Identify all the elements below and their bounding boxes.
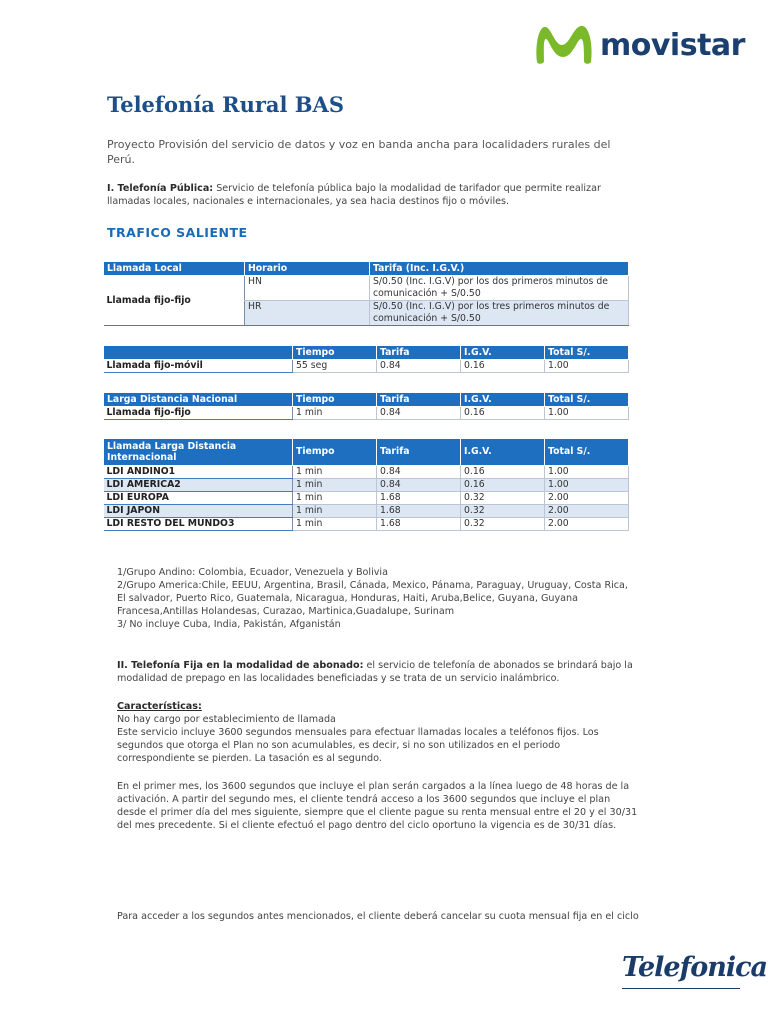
igv-cell: 0.16: [461, 360, 545, 373]
total-cell: 2.00: [545, 492, 629, 505]
table-header-row: [104, 262, 629, 276]
activation-paragraph: En el primer mes, los 3600 segundos que incluye el plan serán cargados a la línea luego de 48 horas de la activación. A partir del segundo mes, el cliente tendrá acceso a los 3600 segundos que incluye el plan desde el primer día del mes siguiente, siempre que el cliente pague su renta mensual entre el 20 y el 30/31 del mes precedente. Si el cliente efectuó el pago dentro del ciclo oportuno la vigencia es de 30/31 días.: [117, 781, 638, 831]
table-header-cell: Llamada Larga Distancia Internacional: [104, 439, 293, 466]
movistar-wordmark: movistar: [600, 27, 745, 63]
table-row: [104, 479, 629, 492]
caracteristicas-block: [117, 700, 639, 765]
table-header-cell: Tarifa: [377, 439, 461, 466]
section2-label: II. Telefonía Fija en la modalidad de abonado:: [117, 660, 364, 671]
telefonica-wordmark: Telefonica: [622, 952, 768, 983]
igv-cell: 0.16: [461, 466, 545, 479]
igv-cell: 0.16: [461, 479, 545, 492]
table-header-row: [104, 393, 629, 407]
row-label: LDI RESTO DEL MUNDO3: [104, 518, 293, 531]
section1-text: Servicio de telefonía pública bajo la modalidad de tarifador que permite realizar llamadas locales, nacionales e internacionales, ya sea hacia destinos fijo o móviles.: [107, 183, 601, 207]
row-label: LDI AMERICA2: [104, 479, 293, 492]
table-row: [104, 492, 629, 505]
table-header-cell: Tiempo: [293, 346, 377, 360]
table-row: [104, 518, 629, 531]
row-label: LDI EUROPA: [104, 492, 293, 505]
tarifa-cell: 1.68: [377, 492, 461, 505]
telefonica-logo: [622, 952, 767, 983]
page-title: Telefonía Rural BAS: [107, 92, 345, 117]
igv-cell: 0.32: [461, 505, 545, 518]
igv-cell: 0.32: [461, 492, 545, 505]
section2-paragraph: [117, 659, 637, 685]
tarifa-cell: 0.84: [377, 479, 461, 492]
caracteristicas-line: No hay cargo por establecimiento de llamada: [117, 714, 336, 725]
row-label: Llamada fijo-fijo: [104, 276, 245, 326]
table-header-cell: Llamada Local: [104, 262, 245, 276]
table-header-cell: Tarifa (Inc. I.G.V.): [370, 262, 629, 276]
igv-cell: 0.32: [461, 518, 545, 531]
table-header-cell: Horario: [245, 262, 370, 276]
table-header-row: [104, 346, 629, 360]
total-cell: 1.00: [545, 407, 629, 420]
caracteristicas-line: Este servicio incluye 3600 segundos mensuales para efectuar llamadas locales a teléfonos fijos. Los segundos que otorga el Plan no son acumulables, es decir, si no son utilizados en el periodo correspondiente se pierden. La tasación es al segundo.: [117, 727, 599, 764]
horario-cell: HN: [245, 276, 370, 301]
total-cell: 1.00: [545, 466, 629, 479]
igv-cell: 0.16: [461, 407, 545, 420]
total-cell: 1.00: [545, 479, 629, 492]
caracteristicas-heading: Características:: [117, 701, 202, 712]
tiempo-cell: 1 min: [293, 407, 377, 420]
tarifa-cell: S/0.50 (Inc. I.G.V) por los tres primeros minutos de comunicación + S/0.50: [370, 301, 629, 326]
table-header-cell: Total S/.: [545, 439, 629, 466]
tiempo-cell: 1 min: [293, 505, 377, 518]
tarifa-cell: S/0.50 (Inc. I.G.V) por los dos primeros minutos de comunicación + S/0.50: [370, 276, 629, 301]
table-row: [104, 505, 629, 518]
table-header-cell: Total S/.: [545, 346, 629, 360]
table-header-cell: I.G.V.: [461, 346, 545, 360]
mobile-call-table: [103, 345, 629, 373]
intro-text: Proyecto Provisión del servicio de datos y voz en banda ancha para localidaders rurales del Perú.: [107, 138, 611, 166]
movistar-m-icon: [532, 21, 596, 67]
footnote: 2/Grupo America:Chile, EEUU, Argentina, Brasil, Cánada, Mexico, Pánama, Paraguay, Uruguay, Costa Rica, El salvador, Puerto Rico, Guatemala, Nicaragua, Honduras, Haiti, Aruba,Belice, Guyana, Guyana Francesa,Antillas Holandesas, Curazao, Martinica,Guadalupe, Surinam: [117, 580, 628, 617]
logo-underline: [622, 988, 740, 989]
section2-text: el servicio de telefonía de abonados se brindará bajo la modalidad de prepago en las localidades beneficiadas y se trata de un servicio inalámbrico.: [117, 660, 633, 684]
traffic-heading: TRAFICO SALIENTE: [107, 225, 248, 240]
tarifa-cell: 1.68: [377, 505, 461, 518]
table-row: [104, 360, 629, 373]
local-call-table: [103, 261, 629, 326]
table-header-cell: Tarifa: [377, 393, 461, 407]
tarifa-cell: 0.84: [377, 407, 461, 420]
total-cell: 1.00: [545, 360, 629, 373]
footnote: 1/Grupo Andino: Colombia, Ecuador, Venezuela y Bolivia: [117, 567, 388, 578]
international-ld-table: [103, 438, 629, 531]
table-header-cell: I.G.V.: [461, 393, 545, 407]
table-header-cell: [104, 346, 293, 360]
section1-paragraph: [107, 182, 627, 208]
row-label: Llamada fijo-móvil: [104, 360, 293, 373]
tiempo-cell: 55 seg: [293, 360, 377, 373]
footnotes: [117, 566, 637, 631]
tiempo-cell: 1 min: [293, 479, 377, 492]
total-cell: 2.00: [545, 518, 629, 531]
section1-label: I. Telefonía Pública:: [107, 183, 214, 194]
table-row: [104, 466, 629, 479]
tiempo-cell: 1 min: [293, 492, 377, 505]
tarifa-cell: 1.68: [377, 518, 461, 531]
tiempo-cell: 1 min: [293, 466, 377, 479]
footnote: 3/ No incluye Cuba, India, Pakistán, Afganistán: [117, 619, 341, 630]
tarifa-cell: 0.84: [377, 360, 461, 373]
total-cell: 2.00: [545, 505, 629, 518]
table-row: [104, 407, 629, 420]
movistar-logo: [532, 20, 745, 68]
tarifa-cell: 0.84: [377, 466, 461, 479]
table-row: [104, 276, 629, 301]
tiempo-cell: 1 min: [293, 518, 377, 531]
table-header-cell: Tiempo: [293, 393, 377, 407]
table-header-row: [104, 439, 629, 466]
table-header-cell: Tarifa: [377, 346, 461, 360]
table-header-cell: Tiempo: [293, 439, 377, 466]
national-ld-table: [103, 392, 629, 420]
row-label: LDI JAPON: [104, 505, 293, 518]
table-header-cell: Larga Distancia Nacional: [104, 393, 293, 407]
table-header-cell: I.G.V.: [461, 439, 545, 466]
table-header-cell: Total S/.: [545, 393, 629, 407]
closing-paragraph: Para acceder a los segundos antes mencionados, el cliente deberá cancelar su cuota mensual fija en el ciclo: [117, 911, 639, 922]
horario-cell: HR: [245, 301, 370, 326]
row-label: LDI ANDINO1: [104, 466, 293, 479]
row-label: Llamada fijo-fijo: [104, 407, 293, 420]
